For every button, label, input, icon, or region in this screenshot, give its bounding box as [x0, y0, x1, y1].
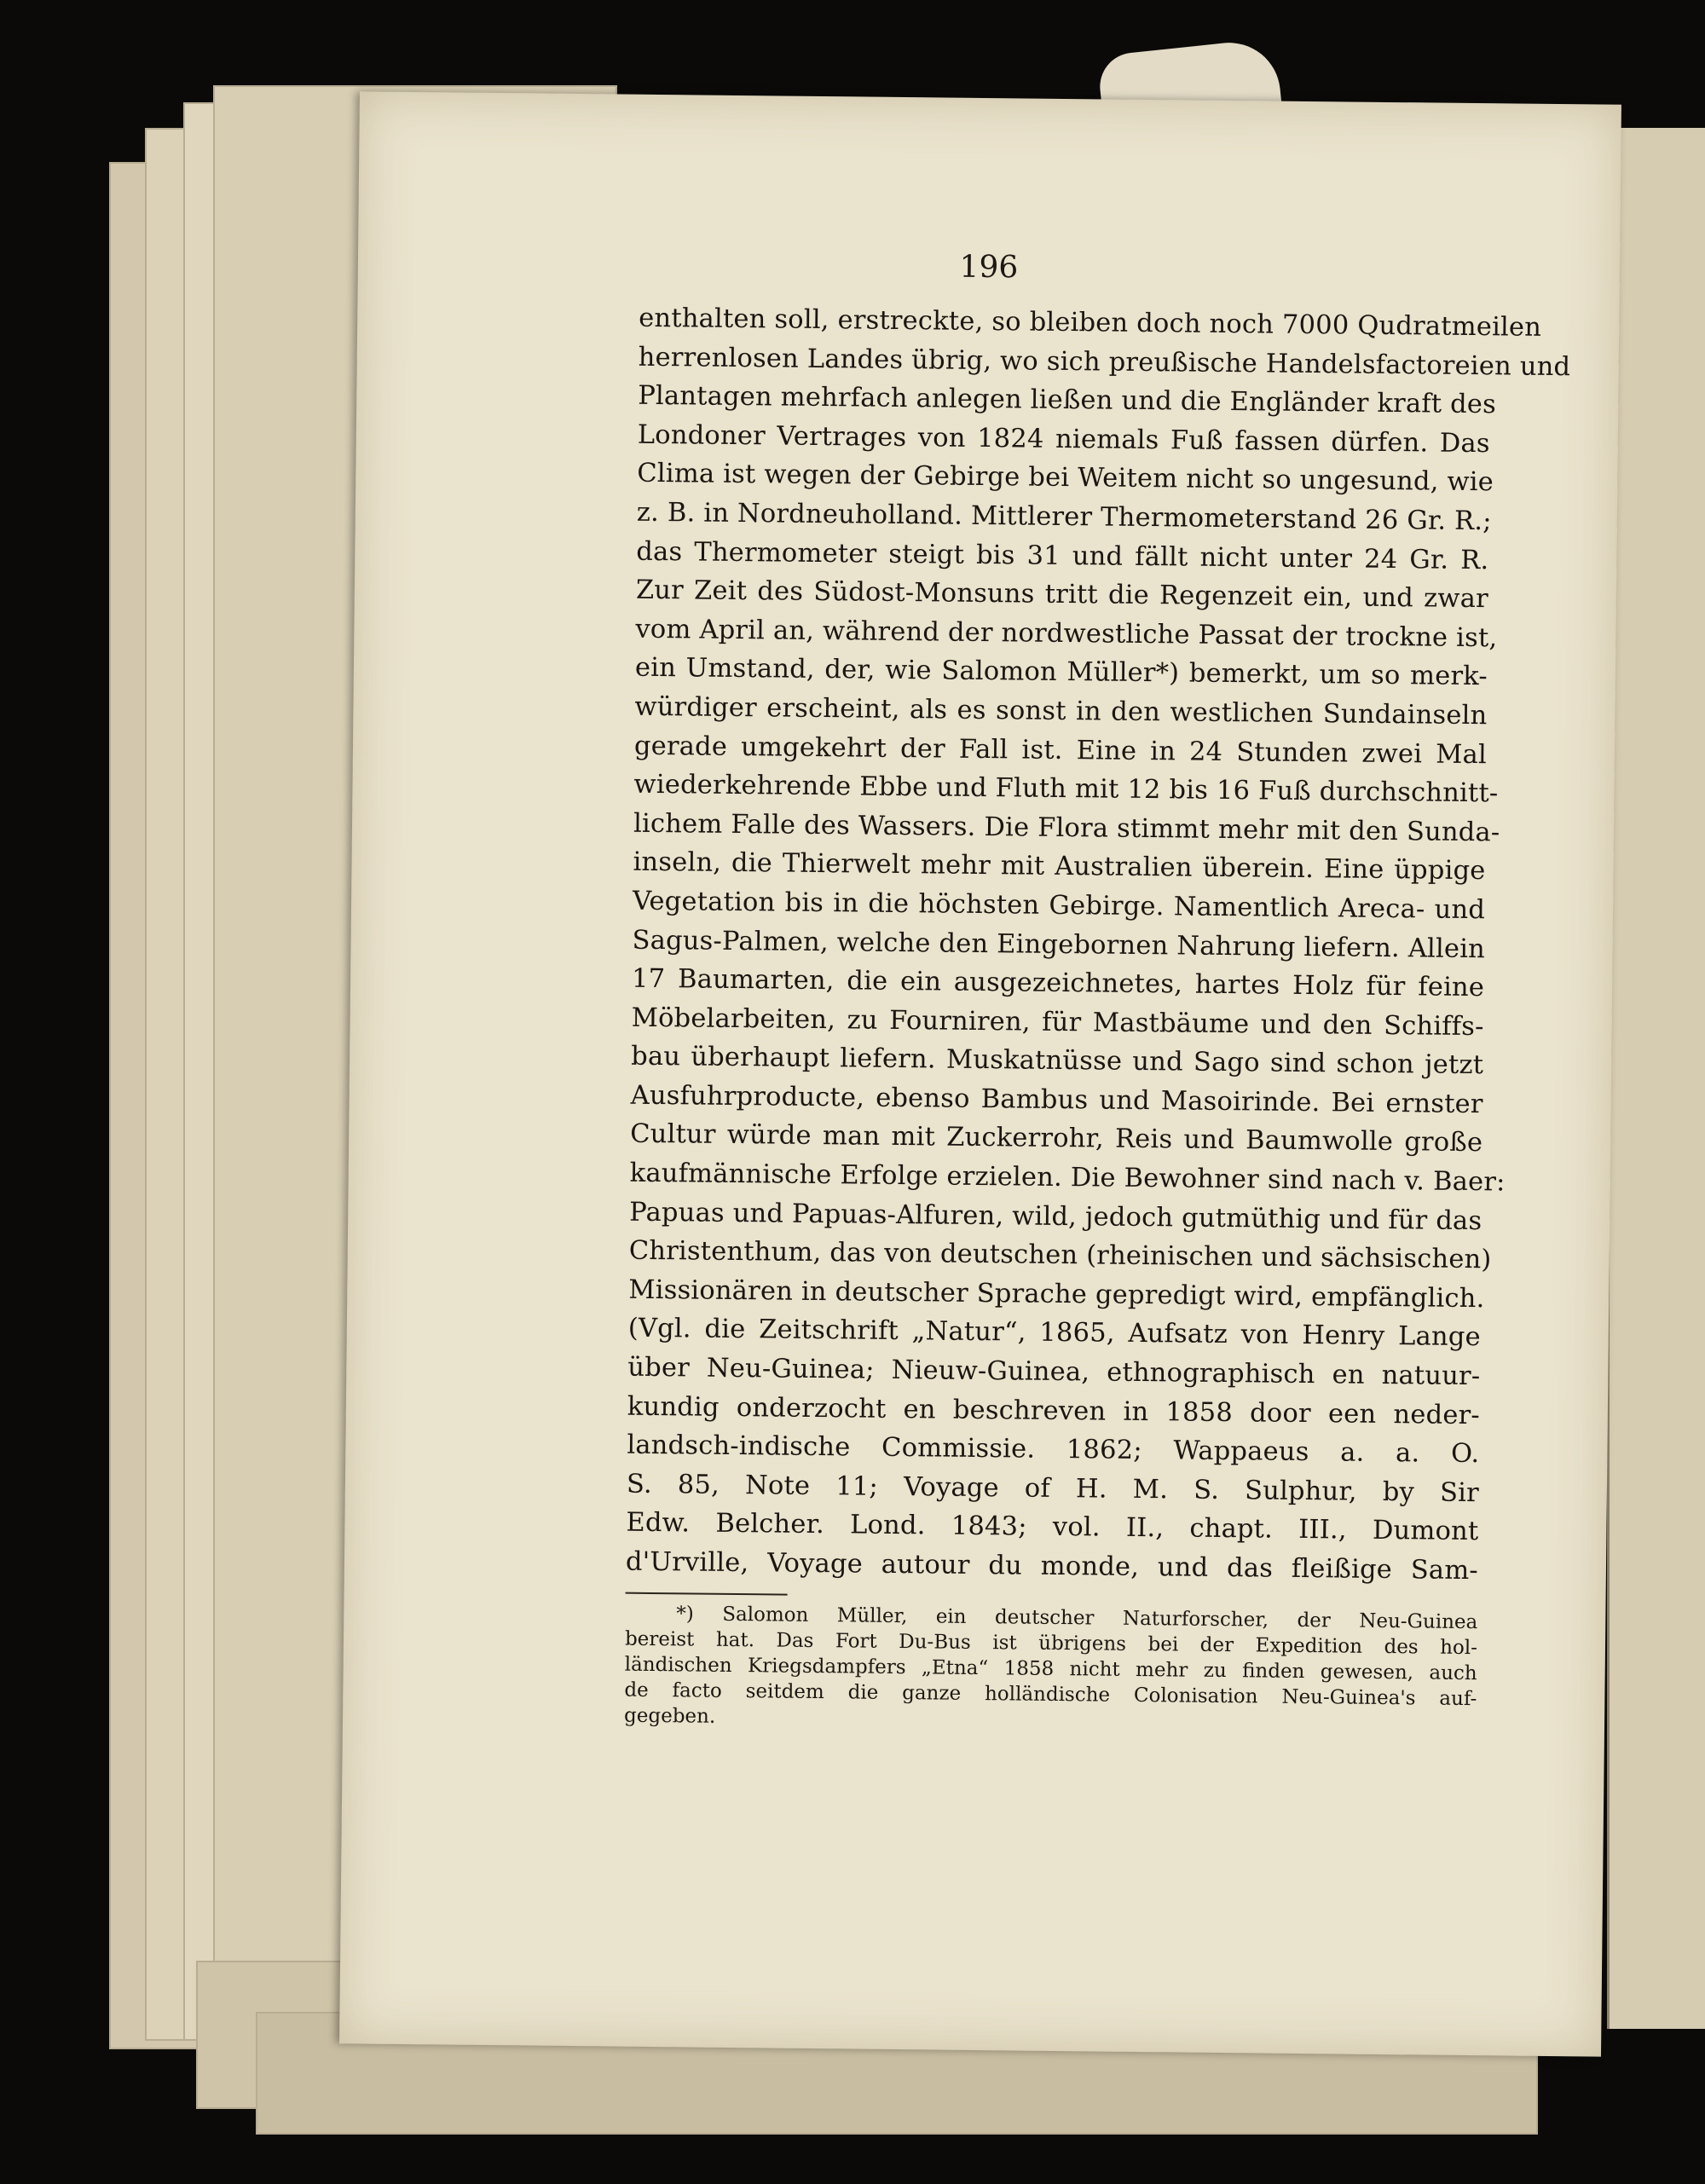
- text-line: Clima ist wegen der Gebirge bei Weitem nicht so ungesund, wie: [637, 459, 1494, 498]
- text-line: ein Umstand, der, wie Salomon Müller*) bemerkt, um so merk-: [634, 653, 1488, 692]
- text-line: z. B. in Nordneuholland. Mittlerer Thermometerstand 26 Gr. R.;: [636, 497, 1492, 537]
- text-line: Londoner Vertrages von 1824 niemals Fuß fassen dürfen. Das: [637, 419, 1490, 459]
- text-line: Edw. Belcher. Lond. 1843; vol. II., chapt. III., Dumont: [626, 1508, 1479, 1547]
- text-line: bau überhaupt liefern. Muskatnüsse und Sago sind schon jetzt: [631, 1041, 1484, 1081]
- text-line: Ausfuhrproducte, ebenso Bambus und Masoirinde. Bei ernster: [630, 1080, 1483, 1120]
- text-line: landsch-indische Commissie. 1862; Wappaeus a. a. O.: [627, 1430, 1480, 1470]
- text-line: enthalten soll, erstreckte, so bleiben doch noch 7000 Qudratmeilen: [639, 303, 1542, 343]
- text-line: vom April an, während der nordwestliche Passat der trockne ist,: [635, 614, 1498, 654]
- text-line: inseln, die Thierwelt mehr mit Australien überein. Eine üppige: [633, 847, 1486, 887]
- facing-page-edge: [1607, 128, 1705, 2029]
- text-line: würdiger erscheint, als es sonst in den westlichen Sundainseln: [634, 691, 1488, 731]
- page-number: 196: [959, 249, 1019, 286]
- footnote-line: *) Salomon Müller, ein deutscher Naturforscher, der Neu-Guinea: [676, 1602, 1478, 1633]
- text-line: S. 85, Note 11; Voyage of H. M. S. Sulphur, by Sir: [626, 1469, 1480, 1508]
- footnote-rule: [626, 1592, 788, 1595]
- text-line: herrenlosen Landes übrig, wo sich preußische Handelsfactoreien und: [638, 342, 1571, 382]
- text-line: Cultur würde man mit Zuckerrohr, Reis und Baumwolle große: [630, 1119, 1483, 1158]
- body-text: [623, 299, 1571, 1737]
- text-line: Plantagen mehrfach anlegen ließen und die Engländer kraft des: [638, 380, 1497, 420]
- text-line: (Vgl. die Zeitschrift „Natur“, 1865, Aufsatz von Henry Lange: [627, 1314, 1481, 1353]
- text-line: kundig onderzocht en beschreven in 1858 door een neder-: [627, 1391, 1481, 1430]
- text-line: 17 Baumarten, die ein ausgezeichnetes, hartes Holz für feine: [631, 963, 1485, 1003]
- book-page: [339, 91, 1621, 2056]
- text-line: Zur Zeit des Südost-Monsuns tritt die Regenzeit ein, und zwar: [635, 575, 1489, 615]
- text-line: wiederkehrende Ebbe und Fluth mit 12 bis 16 Fuß durchschnitt-: [633, 769, 1499, 809]
- text-line: gerade umgekehrt der Fall ist. Eine in 24 Stunden zwei Mal: [633, 731, 1488, 770]
- text-line: Christenthum, das von deutschen (rheinischen und sächsischen): [628, 1235, 1492, 1275]
- text-line: das Thermometer steigt bis 31 und fällt nicht unter 24 Gr. R.: [636, 536, 1489, 575]
- footnote-line: gegeben.: [623, 1704, 716, 1728]
- text-line: d'Urville, Voyage autour du monde, und das fleißige Sam-: [625, 1546, 1479, 1586]
- text-line: über Neu-Guinea; Nieuw-Guinea, ethnographisch en natuur-: [627, 1352, 1481, 1392]
- text-line: Vegetation bis in die höchsten Gebirge. Namentlich Areca- und: [632, 886, 1486, 926]
- text-line: kaufmännische Erfolge erzielen. Die Bewohner sind nach v. Baer:: [629, 1158, 1506, 1198]
- text-line: Sagus-Palmen, welche den Eingebornen Nahrung liefern. Allein: [632, 925, 1486, 964]
- text-line: Möbelarbeiten, zu Fourniren, für Mastbäume und den Schiffs-: [631, 1002, 1484, 1042]
- text-line: Papuas und Papuas-Alfuren, wild, jedoch gutmüthig und für das: [629, 1197, 1482, 1236]
- text-line: Missionären in deutscher Sprache gepredigt wird, empfänglich.: [628, 1274, 1485, 1314]
- footnote-line: ländischen Kriegsdampfers „Etna“ 1858 nicht mehr zu finden gewesen, auch: [624, 1653, 1477, 1684]
- footnote-line: de facto seitdem die ganze holländische Colonisation Neu-Guinea's auf-: [624, 1678, 1477, 1710]
- text-line: lichem Falle des Wassers. Die Flora stimmt mehr mit den Sunda-: [633, 808, 1500, 848]
- footnote-line: bereist hat. Das Fort Du-Bus ist übrigens bei der Expedition des hol-: [624, 1627, 1478, 1659]
